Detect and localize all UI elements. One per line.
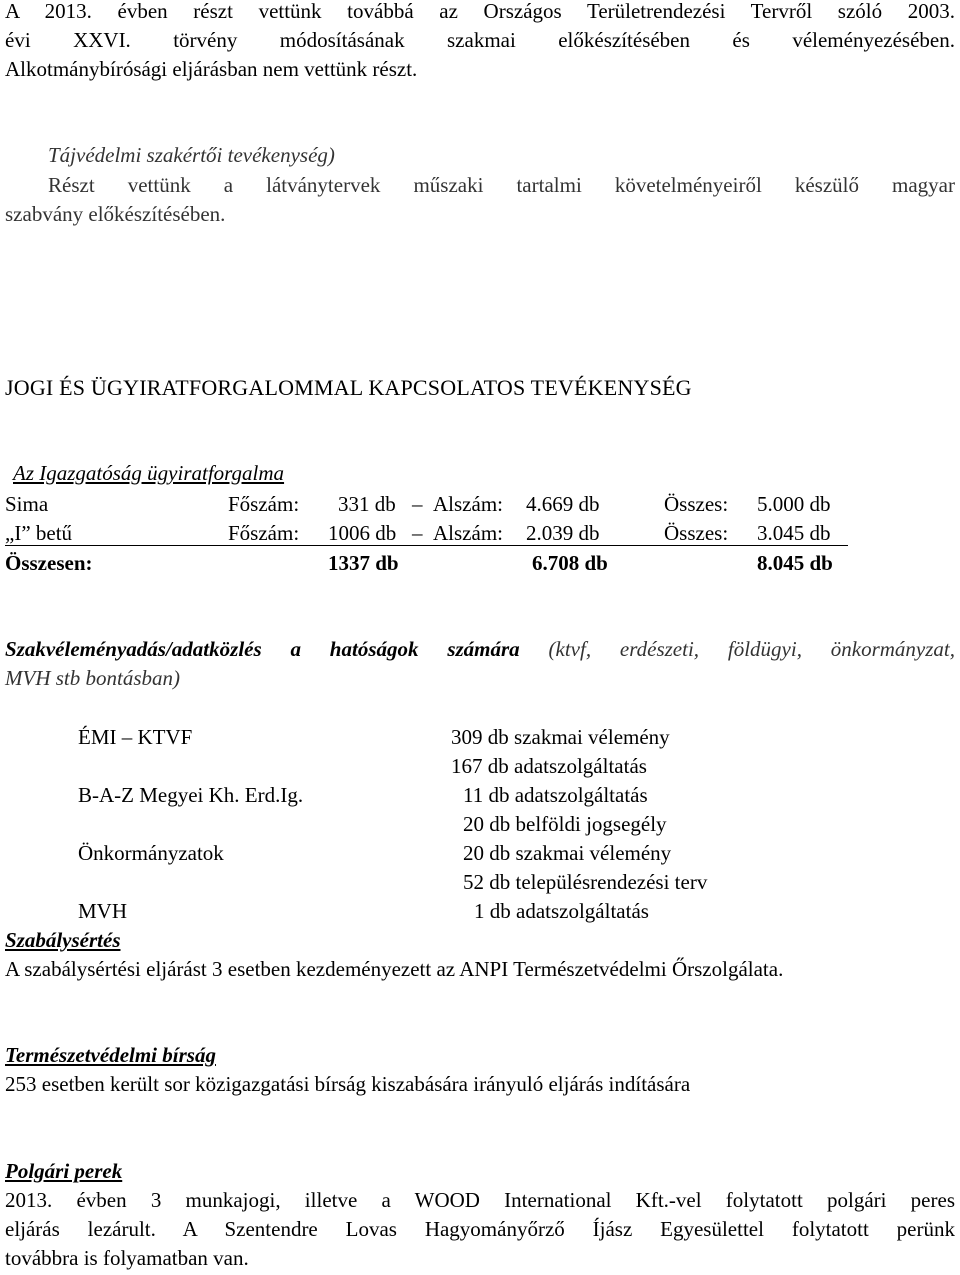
main-label: Főszám: bbox=[228, 492, 300, 516]
total-value: 5.000 db bbox=[757, 492, 831, 516]
civil-title: Polgári perek bbox=[5, 1159, 123, 1183]
main-value: 331 db bbox=[338, 492, 396, 516]
offense-text: A szabálysértési eljárást 3 esetben kezdeményezett az ANPI Természetvédelmi Őrszolgálata. bbox=[5, 957, 784, 981]
org-mvh: MVH bbox=[78, 899, 128, 923]
total-value: 3.045 db bbox=[757, 521, 831, 545]
landscape-line-2: szabvány előkészítésében. bbox=[5, 202, 226, 226]
opinions-note-2: MVH stb bontásban) bbox=[5, 666, 180, 690]
opinions-note-1: (ktvf, erdészeti, földügyi, önkormányzat, bbox=[548, 637, 956, 661]
total-sub: 6.708 db bbox=[532, 551, 608, 575]
org-value: 167 db adatszolgáltatás bbox=[451, 754, 647, 778]
opinions-title: Szakvéleményadás/adatközlés a hatóságok számára bbox=[5, 637, 520, 661]
opinions-heading-line bbox=[5, 635, 955, 664]
sub-value: 4.669 db bbox=[526, 492, 600, 516]
org-onkormanyzatok: Önkormányzatok bbox=[78, 841, 224, 865]
intro-line-1: A 2013. évben részt vettünk továbbá az Országos Területrendezési Tervről szóló 2003. bbox=[5, 0, 955, 23]
sub-value: 2.039 db bbox=[526, 521, 600, 545]
org-value: 20 db belföldi jogsegély bbox=[463, 812, 667, 836]
civil-line-1: 2013. évben 3 munkajogi, illetve a WOOD International Kft.-vel folytatott polgári peres bbox=[5, 1188, 955, 1212]
row-label: Sima bbox=[5, 492, 49, 516]
civil-line-2: eljárás lezárult. A Szentendre Lovas Hagyományőrző Íjász Egyesülettel folytatott perünk bbox=[5, 1217, 955, 1241]
docflow-title: Az Igazgatóság ügyiratforgalma bbox=[13, 461, 285, 485]
org-value: 52 db településrendezési terv bbox=[463, 870, 708, 894]
org-value: 20 db szakmai vélemény bbox=[463, 841, 672, 865]
dash: – bbox=[412, 492, 423, 516]
total-main: 1337 db bbox=[328, 551, 399, 575]
dash: – bbox=[412, 521, 423, 545]
total-row-label: Összesen: bbox=[5, 551, 93, 575]
org-emi-ktvf: ÉMI – KTVF bbox=[78, 725, 193, 749]
org-value: 1 db adatszolgáltatás bbox=[474, 899, 649, 923]
total-all: 8.045 db bbox=[757, 551, 833, 575]
sub-label: Alszám: bbox=[433, 492, 503, 516]
main-value: 1006 db bbox=[328, 521, 397, 545]
intro-line-3: Alkotmánybírósági eljárásban nem vettünk részt. bbox=[5, 57, 418, 81]
landscape-line-1: Részt vettünk a látványtervek műszaki tartalmi követelményeiről készülő magyar bbox=[48, 173, 955, 197]
civil-line-3: továbbra is folyamatban van. bbox=[5, 1246, 249, 1270]
org-baz-erdig: B-A-Z Megyei Kh. Erd.Ig. bbox=[78, 783, 304, 807]
sub-label: Alszám: bbox=[433, 521, 503, 545]
intro-line-2: évi XXVI. törvény módosításának szakmai előkészítésében és véleményezésében. bbox=[5, 28, 955, 52]
org-value: 11 db adatszolgáltatás bbox=[463, 783, 648, 807]
org-value: 309 db szakmai vélemény bbox=[451, 725, 670, 749]
fine-title: Természetvédelmi bírság bbox=[5, 1043, 216, 1067]
row-label: „I” betű bbox=[5, 521, 73, 545]
section-heading: JOGI ÉS ÜGYIRATFORGALOMMAL KAPCSOLATOS TEVÉKENYSÉG bbox=[5, 375, 692, 400]
main-label: Főszám: bbox=[228, 521, 300, 545]
total-label: Összes: bbox=[664, 492, 729, 516]
fine-text: 253 esetben került sor közigazgatási bírság kiszabására irányuló eljárás indítására bbox=[5, 1072, 691, 1096]
total-label: Összes: bbox=[664, 521, 729, 545]
offense-title: Szabálysértés bbox=[5, 928, 121, 952]
landscape-title: Tájvédelmi szakértői tevékenység) bbox=[48, 143, 335, 167]
table-divider bbox=[5, 545, 848, 546]
